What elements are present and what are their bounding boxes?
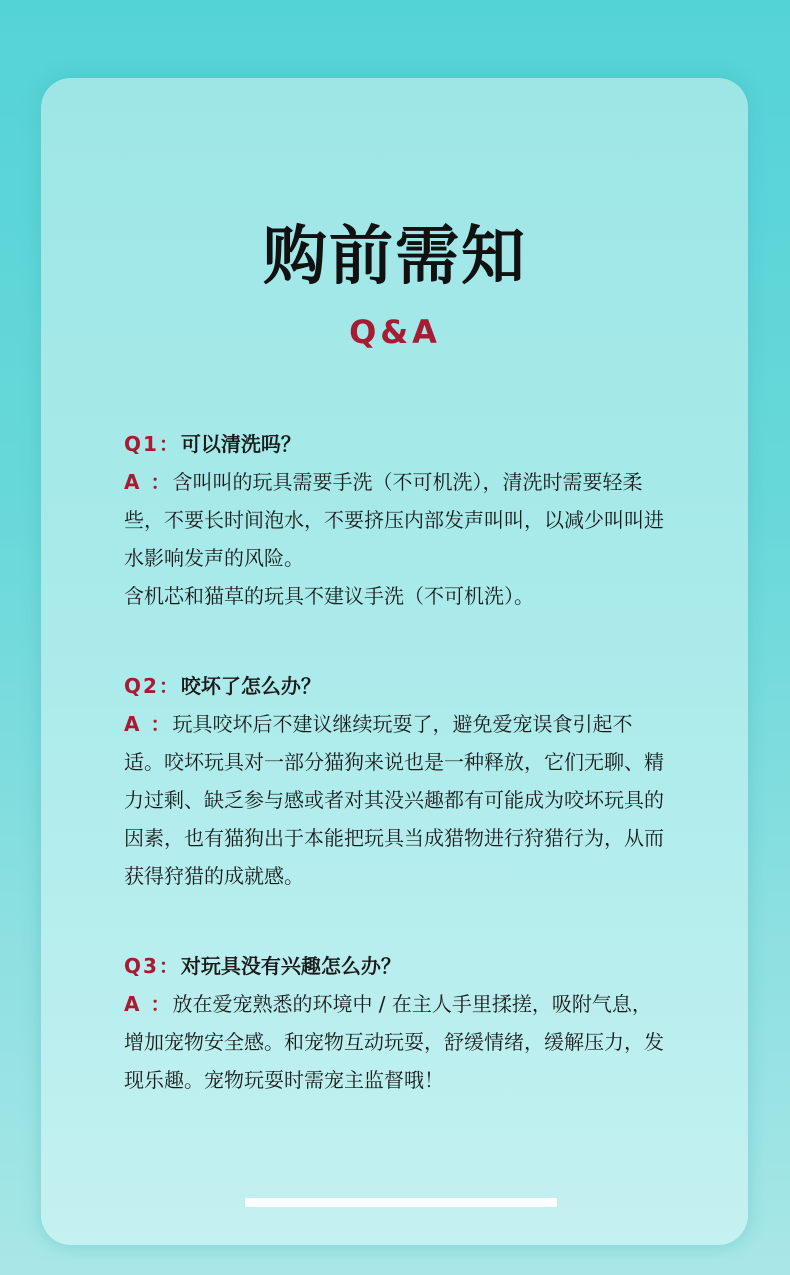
qa-item-3 (124, 947, 669, 1099)
answer-3-text: 放在爱宠熟悉的环境中 / 在主人手里揉搓，吸附气息，增加宠物安全感。和宠物互动玩耍，舒缓情绪，缓解压力，发现乐趣。宠物玩耍时需宠主监督哦！ (124, 992, 664, 1092)
question-3-prefix: Q3： (124, 954, 181, 978)
question-2-text: 咬坏了怎么办？ (180, 674, 321, 698)
answer-1-extra: 含机芯和猫草的玩具不建议手洗（不可机洗）。 (124, 584, 534, 608)
page-subtitle: Q&A (349, 313, 441, 351)
page-title: 购前需知 (263, 220, 527, 294)
answer-2-prefix: A ： (124, 712, 173, 736)
answer-1 (124, 463, 669, 577)
question-2-prefix: Q2： (124, 674, 181, 698)
question-1-text: 可以清洗吗？ (180, 432, 301, 456)
question-3-text: 对玩具没有兴趣怎么办？ (180, 954, 401, 978)
answer-3-prefix: A ： (124, 992, 173, 1016)
question-1-prefix: Q1： (124, 432, 181, 456)
question-3 (124, 947, 669, 985)
answer-1-text: 含叫叫的玩具需要手洗（不可机洗），清洗时需要轻柔些，不要长时间泡水，不要挤压内部发声叫叫，以减少叫叫进水影响发声的风险。 (124, 470, 664, 570)
answer-2 (124, 705, 669, 895)
qa-item-2 (124, 667, 669, 895)
qa-item-1 (124, 425, 669, 615)
question-2 (124, 667, 669, 705)
question-1 (124, 425, 669, 463)
answer-3 (124, 985, 669, 1099)
answer-2-text: 玩具咬坏后不建议继续玩耍了，避免爱宠误食引起不适。咬坏玩具对一部分猫狗来说也是一种释放，它们无聊、精力过剩、缺乏参与感或者对其没兴趣都有可能成为咬坏玩具的因素，也有猫狗出于本能把玩具当成猎物进行狩猎行为，从而获得狩猎的成就感。 (124, 712, 664, 888)
home-indicator-bar[interactable] (245, 1198, 557, 1207)
answer-1-prefix: A ： (124, 470, 173, 494)
